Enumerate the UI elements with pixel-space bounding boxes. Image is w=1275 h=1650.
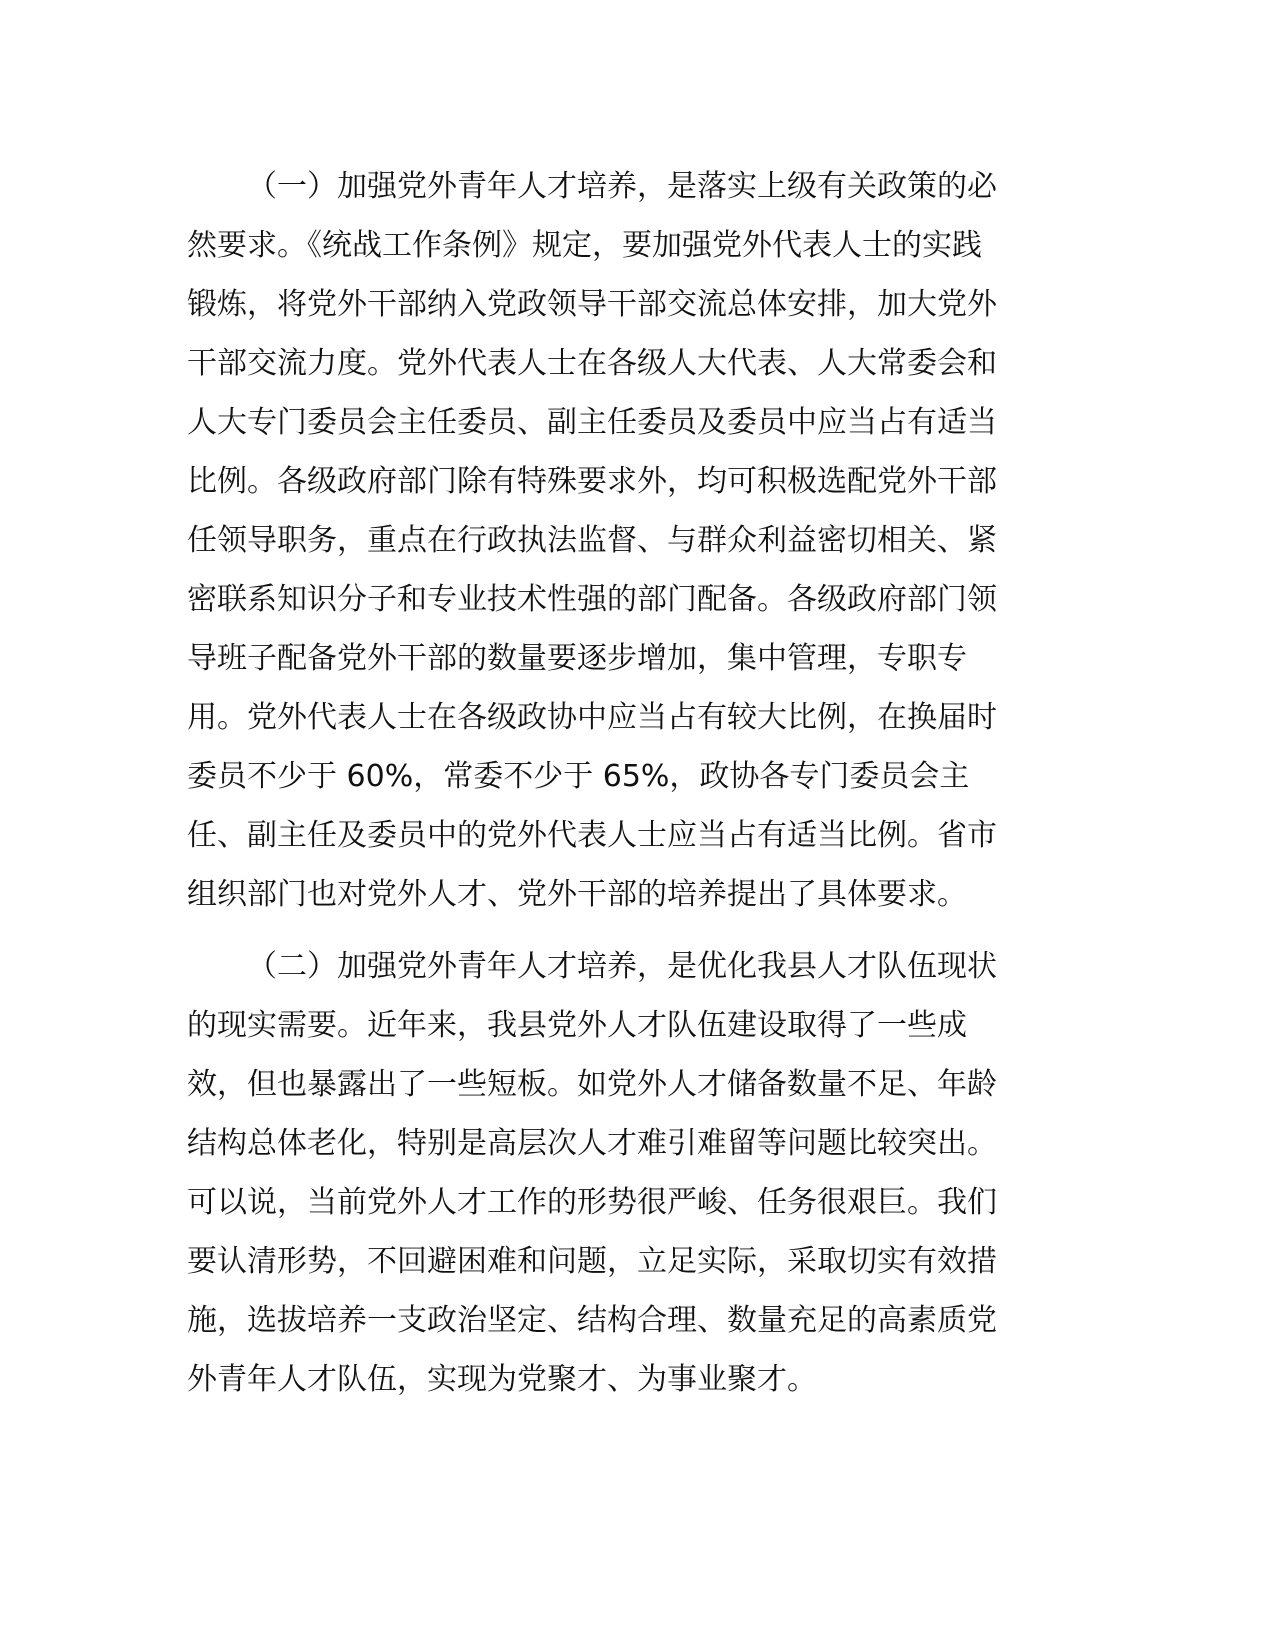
- paragraph-line: 用。党外代表人士在各级政协中应当占有较大比例，在换届时: [187, 700, 997, 735]
- paragraph-line: 结构总体老化，特别是高层次人才难引难留等问题比较突出。: [187, 1126, 997, 1161]
- paragraph-line: 然要求。《统战工作条例》规定，要加强党外代表人士的实践: [187, 228, 982, 263]
- paragraph-line: 任领导职务，重点在行政执法监督、与群众利益密切相关、紧: [187, 523, 997, 558]
- paragraph-line: （一）加强党外青年人才培养，是落实上级有关政策的必: [247, 169, 997, 204]
- paragraph-line: 效，但也暴露出了一些短板。如党外人才储备数量不足、年龄: [187, 1067, 997, 1102]
- paragraph-line: 组织部门也对党外人才、党外干部的培养提出了具体要求。: [187, 877, 967, 912]
- paragraph-line: 锻炼，将党外干部纳入党政领导干部交流总体安排，加大党外: [187, 287, 997, 322]
- paragraph-line: 密联系知识分子和专业技术性强的部门配备。各级政府部门领: [187, 582, 997, 617]
- paragraph-line: （二）加强党外青年人才培养，是优化我县人才队伍现状: [247, 949, 997, 984]
- paragraph-line: 施，选拔培养一支政治坚定、结构合理、数量充足的高素质党: [187, 1303, 997, 1338]
- paragraph-line: 要认清形势，不回避困难和问题，立足实际，采取切实有效措: [187, 1244, 997, 1279]
- paragraph-line: 导班子配备党外干部的数量要逐步增加，集中管理，专职专: [187, 641, 967, 676]
- paragraph-line: 干部交流力度。党外代表人士在各级人大代表、人大常委会和: [187, 346, 997, 381]
- paragraph-line: 外青年人才队伍，实现为党聚才、为事业聚才。: [187, 1362, 817, 1397]
- paragraph-line: 任、副主任及委员中的党外代表人士应当占有适当比例。省市: [187, 818, 997, 853]
- paragraph-2: [187, 937, 1087, 1409]
- paragraph-line: 委员不少于 60%，常委不少于 65%，政协各专门委员会主: [187, 759, 970, 794]
- paragraph-1: [187, 157, 1087, 924]
- paragraph-spacer: [187, 924, 1087, 937]
- paragraph-line: 人大专门委员会主任委员、副主任委员及委员中应当占有适当: [187, 405, 997, 440]
- paragraph-line: 比例。各级政府部门除有特殊要求外，均可积极选配党外干部: [187, 464, 997, 499]
- paragraph-line: 可以说，当前党外人才工作的形势很严峻、任务很艰巨。我们: [187, 1185, 997, 1220]
- paragraph-line: 的现实需要。近年来，我县党外人才队伍建设取得了一些成: [187, 1008, 967, 1043]
- document-body: [187, 157, 1087, 1409]
